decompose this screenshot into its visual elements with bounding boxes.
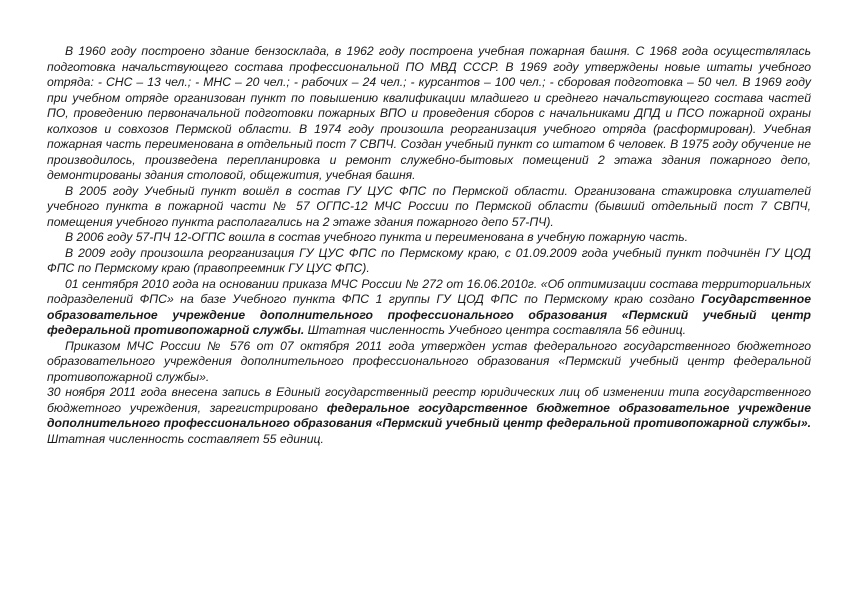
paragraph-text: В 2009 году произошла реорганизация ГУ ЦУС ФПС по Пермскому краю, с 01.09.2009 года учебный пункт подчинён ГУ ЦОД ФПС по Пермскому краю (правопреемник ГУ ЦУС ФПС). — [47, 245, 811, 275]
bold-institution-name: федеральное государственное бюджетное образовательное учреждение дополнительного профессионального образования «Пермский учебный центр федеральной противопожарной службы». — [47, 400, 811, 430]
paragraph-2009 — [47, 246, 811, 277]
paragraph-1960 — [47, 44, 811, 184]
paragraph-2011-order — [47, 339, 811, 386]
paragraph-2011-registry — [47, 385, 811, 447]
paragraph-text: В 2006 году 57-ПЧ 12-ОГПС вошла в состав учебного пункта и переименована в учебную пожарную часть. — [65, 230, 689, 244]
paragraph-2010 — [47, 277, 811, 339]
paragraph-text: В 2005 году Учебный пункт вошёл в состав ГУ ЦУС ФПС по Пермской области. Организована стажировка слушателей учебного пункта в пожарной части № 57 ОГПС-12 МЧС России по Пермской области (бывший отдельный пост 7 СВПЧ, помещения учебного пункта располагались на 2 этаже здания пожарного депо 57-ПЧ). — [47, 183, 811, 229]
paragraph-text: 30 ноября 2011 года внесена запись в Единый государственный реестр юридических лиц об изменении типа государственного бюджетного учреждения, зарегистрировано — [47, 385, 811, 415]
paragraph-text: Штатная численность Учебного центра составляла 56 единиц. — [304, 323, 686, 337]
paragraph-2005 — [47, 184, 811, 231]
paragraph-text: 01 сентября 2010 года на основании приказа МЧС России № 272 от 16.06.2010г. «Об оптимизации состава территориальных подразделений ФПС» на базе Учебного пункта ФПС 1 группы ГУ ЦОД ФПС по Пермскому краю создано — [47, 276, 811, 306]
document-body — [47, 44, 811, 447]
paragraph-text: Штатная численность составляет 55 единиц. — [47, 431, 324, 446]
bold-institution-name: Государственное образовательное учреждение дополнительного профессионального образования «Пермский учебный центр федеральной противопожарной службы. — [47, 292, 811, 337]
paragraph-text: В 1960 году построено здание бензосклада, в 1962 году построена учебная пожарная башня. С 1968 года осуществлялась подготовка начальствующего состава профессиональной ПО МВД СССР. В 1969 году утверждены новые штаты учебного отряда: - СНС – 13 чел.; - МНС – 20 чел.; - рабочих – 24 чел.; - курсантов – 100 чел.; - сборовая подготовка – 50 чел. В 1969 году при учебном отряде организован пункт по повышению квалификации младшего и среднего начальствующего состава частей ПО, проведению первоначальной подготовки пожарных ВПО и проведения сборов с начальниками ДПД и ПСО пожарной охраны колхозов и совхозов Пермской области. В 1974 году произошла реорганизация учебного отряда (расформирован). Учебная пожарная часть переименована в отдельный пост 7 СВПЧ. Создан учебный пункт со штатом 6 человек. В 1975 году обучение не производилось, произведена перепланировка и ремонт служебно-бытовых помещений 2 этажа здания пожарного депо, демонтированы здания столовой, общежития, учебная башня. — [47, 44, 811, 182]
paragraph-2006 — [47, 230, 811, 246]
paragraph-text: Приказом МЧС России № 576 от 07 октября 2011 года утвержден устав федерального государственного бюджетного образовательного учреждения дополнительного профессионального образования «Пермский учебный центр федеральной противопожарной службы». — [47, 338, 811, 384]
